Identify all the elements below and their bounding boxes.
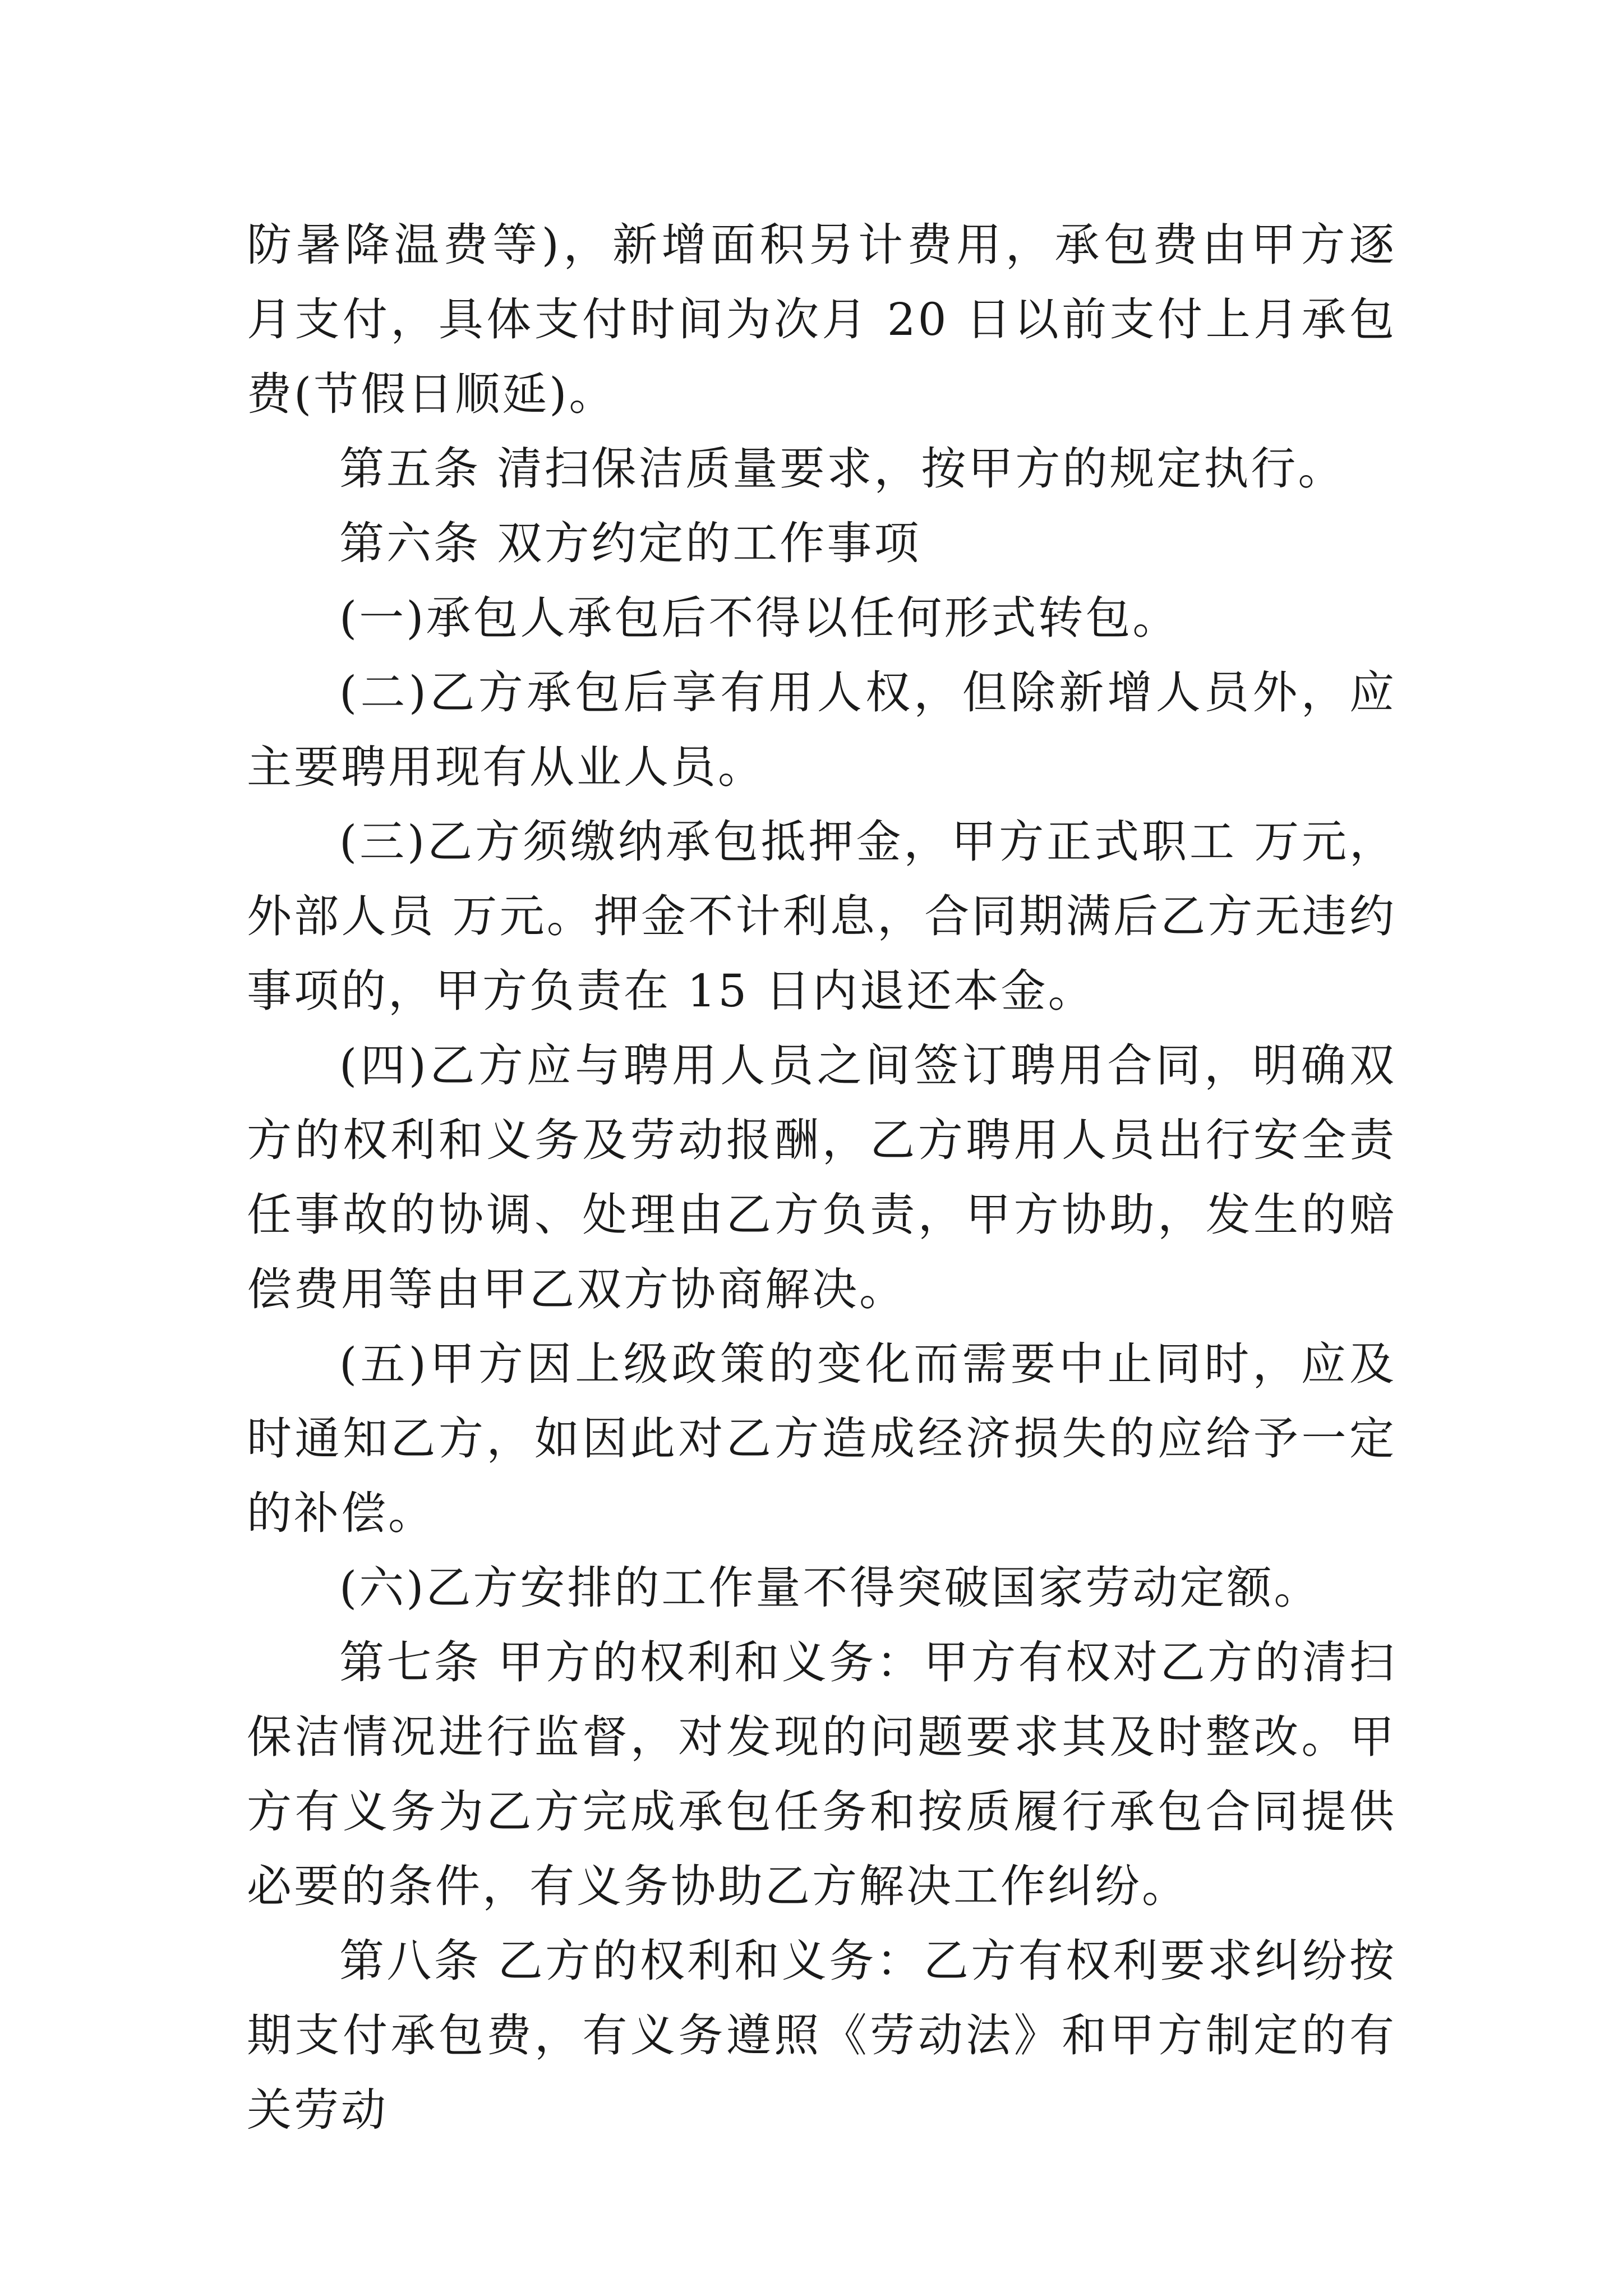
article-6-item-2: (二)乙方承包后享有用人权，但除新增人员外，应主要聘用现有从业人员。	[247, 666, 1396, 793]
article-6-item-1: (一)承包人承包后不得以任何形式转包。	[339, 592, 1180, 644]
article-8: 第八条 乙方的权利和义务：乙方有权利要求纠纷按期支付承包费，有义务遵照《劳动法》和甲方制定的有关劳动	[247, 1935, 1396, 2136]
article-6-item-6: (六)乙方安排的工作量不得突破国家劳动定额。	[339, 1562, 1321, 1614]
document-body	[247, 208, 1396, 2147]
article-6-heading: 第六条 双方约定的工作事项	[339, 517, 921, 569]
paragraph-continuation: 防暑降温费等)，新增面积另计费用，承包费由甲方逐月支付，具体支付时间为次月 20 日以前支付上月承包费(节假日顺延)。	[247, 219, 1396, 420]
article-7: 第七条 甲方的权利和义务：甲方有权对乙方的清扫保洁情况进行监督，对发现的问题要求其及时整改。甲方有义务为乙方完成承包任务和按质履行承包合同提供必要的条件，有义务协助乙方解决工作纠纷。	[247, 1636, 1396, 1912]
article-5: 第五条 清扫保洁质量要求，按甲方的规定执行。	[339, 443, 1345, 495]
article-6-item-3: (三)乙方须缴纳承包抵押金，甲方正式职工 万元，外部人员 万元。押金不计利息，合同期满后乙方无违约事项的，甲方负责在 15 日内退还本金。	[247, 816, 1396, 1017]
article-6-item-5: (五)甲方因上级政策的变化而需要中止同时，应及时通知乙方，如因此对乙方造成经济损失的应给予一定的补偿。	[247, 1338, 1396, 1539]
article-6-item-4: (四)乙方应与聘用人员之间签订聘用合同，明确双方的权利和义务及劳动报酬，乙方聘用人员出行安全责任事故的协调、处理由乙方负责，甲方协助，发生的赔偿费用等由甲乙双方协商解决。	[247, 1039, 1396, 1315]
